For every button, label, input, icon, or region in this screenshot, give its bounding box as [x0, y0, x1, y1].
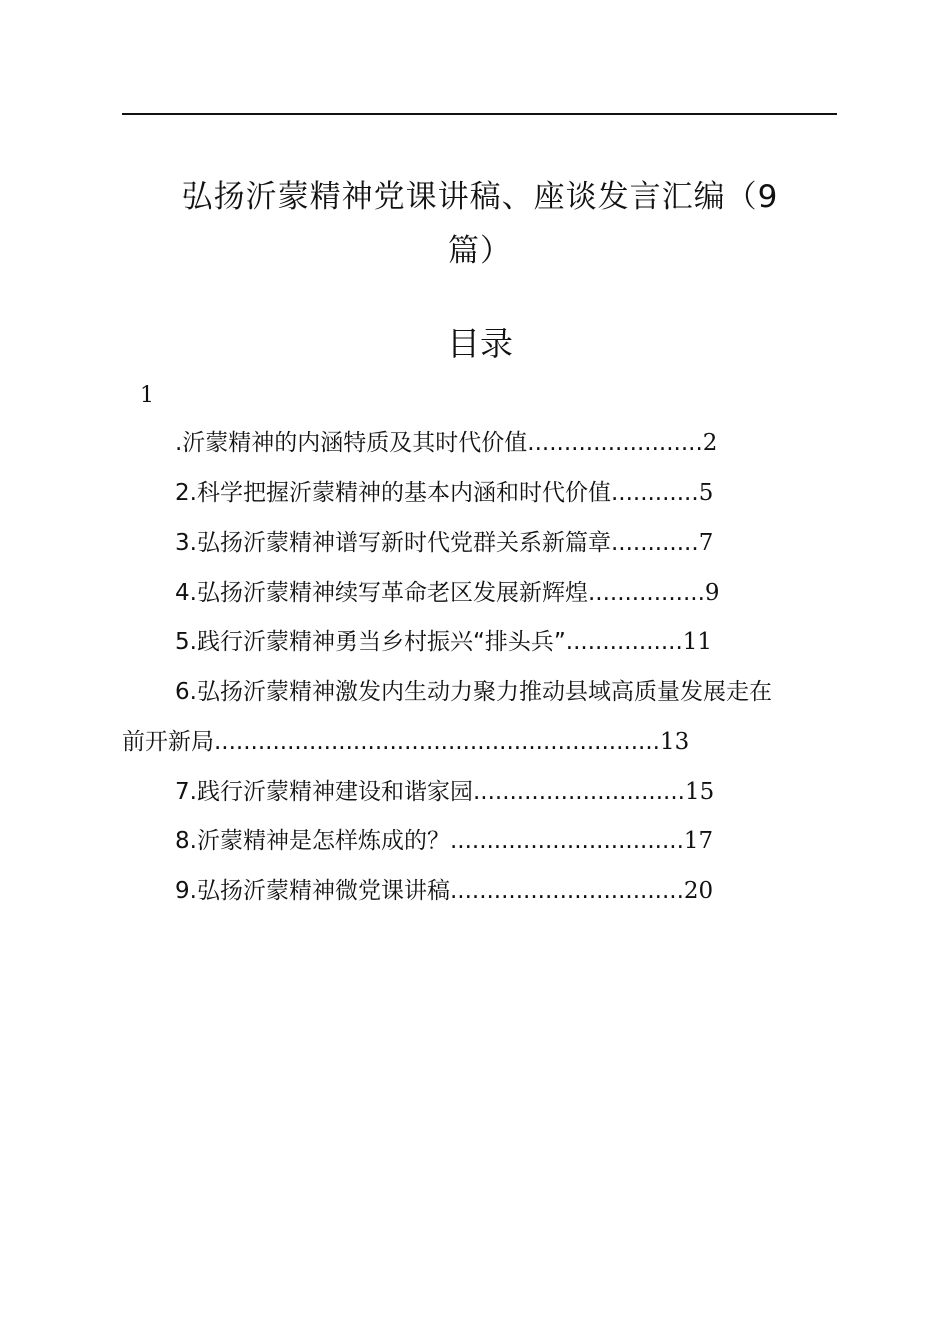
toc-entry-page: 15 — [684, 779, 715, 805]
toc-entry-text: 6.弘扬沂蒙精神激发内生动力聚力推动县域高质量发展走在 — [175, 679, 772, 705]
toc-entry-5[interactable] — [175, 627, 712, 657]
toc-entry-page: 13 — [659, 729, 690, 755]
toc-entry-page: 9 — [704, 580, 720, 606]
toc-entry-8[interactable] — [175, 826, 713, 856]
title-line-2: 篇） — [448, 233, 512, 269]
title-line-1: 弘扬沂蒙精神党课讲稿、座谈发言汇编（9 — [181, 179, 779, 215]
toc-entry-text: 前开新局............................................................. — [122, 729, 660, 755]
toc-first-number: 1 — [140, 383, 154, 408]
toc-entry-text: 2.科学把握沂蒙精神的基本内涵和时代价值............ — [175, 480, 699, 506]
toc-entry-page: 2 — [702, 430, 718, 456]
toc-heading: 目录 — [447, 324, 513, 363]
toc-entry-text: 5.践行沂蒙精神勇当乡村振兴“排头兵”................ — [175, 629, 683, 655]
toc-entry-7[interactable] — [175, 777, 714, 807]
toc-entry-2[interactable] — [175, 478, 713, 508]
header-rule — [122, 113, 837, 115]
toc-entry-page: 5 — [698, 480, 714, 506]
toc-entry-text: .沂蒙精神的内涵特质及其时代价值........................ — [175, 430, 703, 456]
toc-entry-6-continued[interactable] — [122, 727, 689, 757]
toc-entry-text: 8.沂蒙精神是怎样炼成的？................................ — [175, 828, 684, 854]
toc-entry-page: 20 — [683, 878, 714, 904]
toc-entry-4[interactable] — [175, 578, 720, 608]
toc-entry-page: 7 — [698, 530, 714, 556]
toc-entry-3[interactable] — [175, 528, 713, 558]
toc-entry-text: 7.践行沂蒙精神建设和谐家园............................. — [175, 779, 685, 805]
toc-entry-page: 17 — [683, 828, 714, 854]
toc-entry-1[interactable] — [175, 428, 717, 458]
document-title — [130, 170, 830, 278]
toc-entry-text: 4.弘扬沂蒙精神续写革命老区发展新辉煌................ — [175, 580, 705, 606]
toc-entry-page: 11 — [682, 629, 713, 655]
toc-entry-6[interactable] — [175, 677, 772, 707]
toc-entry-9[interactable] — [175, 876, 713, 906]
toc-entry-text: 9.弘扬沂蒙精神微党课讲稿................................ — [175, 878, 684, 904]
toc-entry-text: 3.弘扬沂蒙精神谱写新时代党群关系新篇章............ — [175, 530, 699, 556]
